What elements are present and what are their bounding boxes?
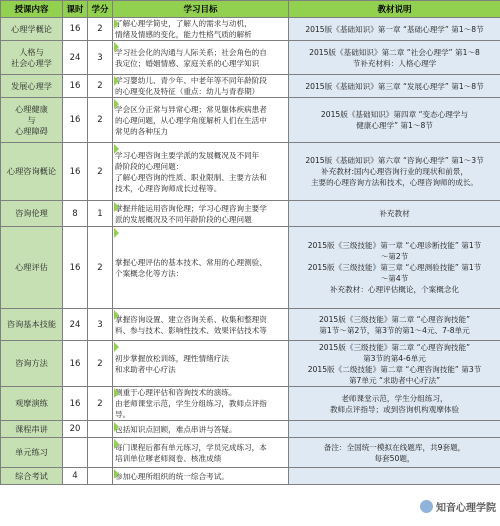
- course-name-cell: [1, 421, 63, 438]
- material-cell: [289, 421, 500, 438]
- text-line: 学习心理咨询主要学派的发展概况及不同年: [115, 150, 260, 160]
- course-name-cell: [1, 387, 63, 421]
- text-line: 的心理问题，从心理学角度解析人们在生活中: [115, 115, 267, 125]
- text-line: 2015版《三级技能》第二章 “心理咨询技能”: [318, 314, 471, 324]
- table-row: [1, 41, 500, 75]
- hours-cell: 20: [63, 421, 88, 438]
- text-line: 社会心理学: [11, 57, 52, 68]
- hours-cell: 16: [63, 387, 88, 421]
- text-line: 第1节～第2节，第3节的第1～4元、7-8单元: [319, 325, 470, 335]
- watermark: [420, 499, 496, 514]
- table-row: [1, 18, 500, 41]
- hours-cell: 16: [63, 75, 88, 98]
- course-name-cell: [1, 201, 63, 227]
- table-row: [1, 309, 500, 341]
- hours-cell: 16: [63, 98, 88, 143]
- material-cell: [289, 387, 500, 421]
- table-row: [1, 341, 500, 387]
- table-row: [1, 438, 500, 468]
- text-line: 观摩演练: [15, 398, 48, 408]
- credits-cell: 2: [88, 143, 113, 201]
- text-line: 教师点评指导；或到咨询机构观摩体验: [329, 404, 460, 414]
- material-cell: [289, 341, 500, 387]
- text-line: 补充教材: [379, 209, 410, 218]
- text-line: 备注：全国统一模拟在线题库，共9套题，: [323, 442, 466, 452]
- text-line: 2015版《二级技能》第二章 “心理咨询技能” 第3节: [307, 364, 482, 374]
- header-goal: 学习目标: [113, 1, 289, 18]
- credits-cell: 2: [88, 341, 113, 387]
- text-line: 和求助者中心疗法: [115, 364, 176, 374]
- course-name-cell: [1, 143, 63, 201]
- text-line: 心理学概论: [11, 23, 52, 34]
- text-line: 心理评估: [15, 262, 48, 272]
- goal-cell: [113, 18, 289, 41]
- goal-cell: [113, 75, 289, 98]
- text-line: 心理咨询概论: [6, 166, 57, 176]
- credits-cell: 2: [88, 227, 113, 309]
- table-row: [1, 143, 500, 201]
- table-row: [1, 201, 500, 227]
- credits-cell: [88, 468, 113, 485]
- credits-cell: 3: [88, 41, 113, 75]
- hours-cell: 4: [63, 468, 88, 485]
- course-name-cell: [1, 227, 63, 309]
- text-line: 导。: [115, 410, 131, 419]
- credits-cell: 3: [88, 309, 113, 341]
- table-row: [1, 75, 500, 98]
- table-row: [1, 98, 500, 143]
- text-line: 补充教材:国内心理咨询行业的现状和前景，: [321, 167, 468, 176]
- text-line: 第7单元 “求助者中心疗法”: [348, 375, 441, 385]
- text-line: 咨询伦理: [15, 208, 48, 218]
- table-row: [1, 227, 500, 309]
- text-line: 节补充材料：人格心理学: [352, 58, 437, 68]
- hours-cell: 24: [63, 309, 88, 341]
- material-cell: [289, 18, 500, 41]
- text-line: ～第2节: [380, 252, 409, 261]
- text-line: 了解心理学简史，了解人的需求与动机，: [115, 19, 252, 28]
- text-line: 咨询方法: [15, 358, 48, 368]
- text-line: 常见的各种压力: [115, 126, 169, 136]
- text-line: 老师课堂示范，学生分组练习，: [341, 393, 448, 403]
- goal-cell: [113, 468, 289, 485]
- goal-cell: [113, 143, 289, 201]
- hours-cell: 24: [63, 41, 88, 75]
- credits-cell: 2: [88, 75, 113, 98]
- text-line: 的心理变化及特征（重点：幼儿与青春期）: [115, 87, 260, 96]
- text-line: 掌握咨询设置、建立咨询关系、收集和整理资: [115, 314, 267, 324]
- course-name-cell: [1, 18, 63, 41]
- material-cell: [289, 201, 500, 227]
- table-row: [1, 421, 500, 438]
- text-line: 心理障碍: [15, 125, 48, 136]
- text-line: 补充教材：心理评估概论，个案概念化: [329, 285, 460, 294]
- text-line: 2015版《基础知识》第四章 “变态心理学与: [320, 110, 469, 119]
- goal-cell: [113, 201, 289, 227]
- hours-cell: 16: [63, 18, 88, 41]
- text-line: 技术，心理咨询师成长过程等。: [115, 183, 222, 193]
- header-credits: 学分: [88, 1, 113, 18]
- hours-cell: 8: [63, 201, 88, 227]
- text-line: 由老师课堂示范，学生分组练习，教师点评指: [115, 399, 267, 408]
- goal-cell: [113, 341, 289, 387]
- text-line: 主要的心理咨询方法和技术，心理咨询师的成长。: [310, 178, 479, 187]
- material-cell: [289, 227, 500, 309]
- goal-cell: [113, 438, 289, 468]
- row-marker-icon: [114, 76, 119, 86]
- text-line: 2015版《三级技能》第一章 “心理诊断技能” 第1节: [307, 241, 482, 250]
- row-marker-icon: [114, 202, 119, 212]
- row-marker-icon: [114, 422, 119, 432]
- course-name-cell: [1, 98, 63, 143]
- text-line: 人格与: [19, 46, 44, 57]
- row-marker-icon: [114, 439, 119, 449]
- row-marker-icon: [114, 388, 119, 398]
- text-line: 2015版《基础知识》第二章 “社会心理学” 第1～8: [309, 47, 480, 57]
- goal-cell: [113, 309, 289, 341]
- text-line: 2015版《基础知识》第一章 “基础心理学” 第1～8节: [305, 24, 484, 34]
- goal-cell: [113, 387, 289, 421]
- text-line: 侧重于心理评估和咨询技术的演练。: [115, 388, 237, 397]
- text-line: 了解心理咨询的性质、职业限制、主要方法和: [115, 172, 267, 182]
- text-line: 发展心理学: [11, 80, 52, 91]
- hours-cell: 16: [63, 341, 88, 387]
- header-material: 教材说明: [289, 1, 500, 18]
- credits-cell: [88, 421, 113, 438]
- text-line: 个案概念化等方法：: [115, 268, 184, 278]
- goal-cell: [113, 227, 289, 309]
- text-line: 培训单位嗲老师阅卷、核准成绩: [115, 453, 222, 463]
- credits-cell: 2: [88, 98, 113, 143]
- header-hours: 课时: [63, 1, 88, 18]
- material-cell: [289, 143, 500, 201]
- material-cell: [289, 438, 500, 468]
- text-line: 包括知识点回顾，难点串讲与答疑。: [115, 424, 237, 434]
- text-line: 心理健康: [15, 103, 48, 114]
- row-marker-icon: [114, 42, 119, 52]
- text-line: 学习社会化的沟通与人际关系；社会角色的自: [115, 47, 267, 57]
- credits-cell: 1: [88, 201, 113, 227]
- goal-cell: [113, 41, 289, 75]
- text-line: 我定位；婚姻情感、家庭关系的心理学知识: [115, 58, 260, 68]
- material-cell: [289, 75, 500, 98]
- material-cell: [289, 41, 500, 75]
- material-cell: [289, 309, 500, 341]
- hours-cell: 16: [63, 227, 88, 309]
- goal-cell: [113, 98, 289, 143]
- table-row: [1, 468, 500, 485]
- text-line: 2015版《基础知识》第三章 “发展心理学” 第1～8节: [305, 81, 484, 91]
- text-line: 学会区分正常与异常心理；常见躯体疾病患者: [115, 104, 267, 114]
- course-name-cell: [1, 468, 63, 485]
- course-name-cell: [1, 341, 63, 387]
- credits-cell: 2: [88, 387, 113, 421]
- header-row: [1, 1, 500, 18]
- credits-cell: 2: [88, 18, 113, 41]
- text-line: 2015版《三级技能》第三章 “心理测验技能” 第1节: [307, 263, 482, 272]
- text-line: 龄阶段的心理问题：: [115, 161, 184, 171]
- row-marker-icon: [114, 228, 119, 238]
- text-line: 情绪及情感的变化，能力性格气质的解析: [115, 30, 252, 39]
- material-cell: [289, 468, 500, 485]
- text-line: 健康心理学” 第1～8节: [356, 121, 433, 130]
- text-line: 咨询基本技能: [6, 319, 57, 329]
- text-line: 初步掌握放松训练，理性情绪疗法: [115, 353, 229, 363]
- watermark-text: 知音心理学院: [436, 503, 496, 514]
- row-marker-icon: [114, 310, 119, 320]
- text-line: 课程串讲: [15, 423, 48, 434]
- text-line: ～第4节: [380, 274, 409, 283]
- row-marker-icon: [114, 469, 119, 479]
- course-name-cell: [1, 75, 63, 98]
- text-line: 派的发展概况及不同年龄阶段的心理问题: [115, 214, 252, 224]
- text-line: 2015版《基础知识》第六章 “咨询心理学” 第1～3节: [305, 156, 484, 165]
- text-line: 单元练习: [15, 447, 48, 457]
- material-cell: [289, 98, 500, 143]
- text-line: 每套50题，: [374, 453, 415, 463]
- text-line: 学习婴幼儿、青少年、中老年等不同年龄阶段: [115, 76, 267, 85]
- text-line: 每门课程后都有单元练习，学员完成练习，本: [115, 442, 267, 452]
- text-line: 综合考试: [15, 470, 48, 481]
- row-marker-icon: [114, 342, 119, 352]
- course-name-cell: [1, 309, 63, 341]
- text-line: 2015版《三级技能》第二章 “心理咨询技能”: [318, 342, 471, 352]
- row-marker-icon: [114, 144, 119, 154]
- text-line: 第3节的第4-6单元: [363, 353, 426, 363]
- credits-cell: [88, 438, 113, 468]
- header-course: 授课内容: [1, 1, 63, 18]
- table-row: [1, 387, 500, 421]
- course-name-cell: [1, 41, 63, 75]
- text-line: 掌握心理评估的基本技术、常用的心理测验、: [115, 257, 267, 267]
- text-line: 与: [27, 114, 36, 125]
- row-marker-icon: [114, 99, 119, 109]
- text-line: 料、参与技术、影响性技术、效果评估技术等: [115, 325, 267, 335]
- watermark-logo-icon: [420, 500, 433, 513]
- goal-cell: [113, 421, 289, 438]
- text-line: 掌握并能运用咨询伦理；学习心理咨询主要学: [115, 203, 267, 213]
- row-marker-icon: [114, 19, 119, 29]
- hours-cell: 16: [63, 143, 88, 201]
- course-name-cell: [1, 438, 63, 468]
- hours-cell: [63, 438, 88, 468]
- text-line: 参加心理所组织的统一综合考试。: [115, 471, 229, 481]
